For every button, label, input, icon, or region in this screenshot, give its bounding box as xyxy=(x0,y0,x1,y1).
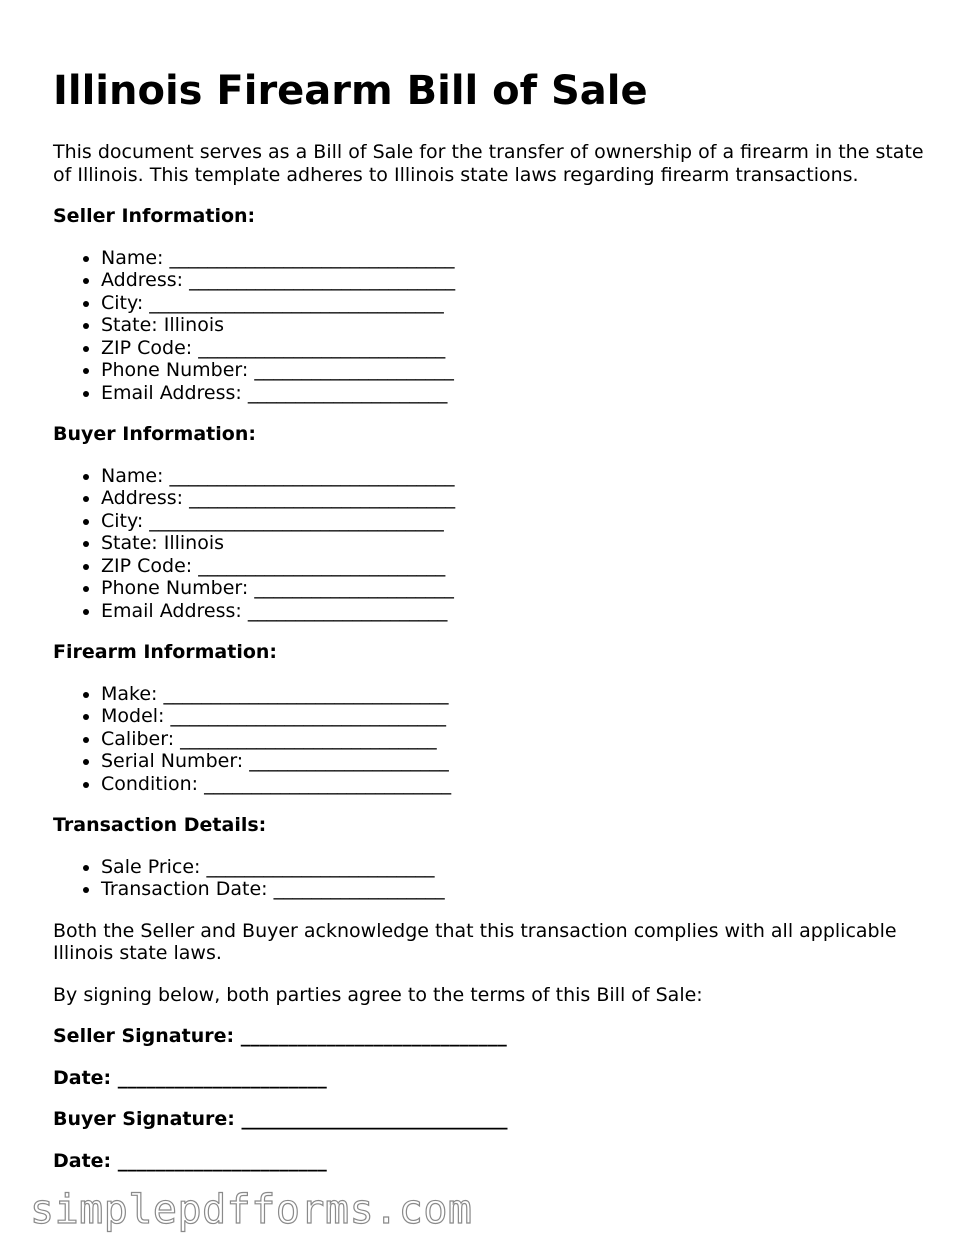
seller-date-line: Date: ______________________ xyxy=(53,1066,327,1089)
seller-signature-line: Seller Signature: ____________________________ xyxy=(53,1025,507,1047)
transaction-heading: Transaction Details: xyxy=(53,814,267,836)
document-page xyxy=(53,66,933,1172)
buyer-zip-field: • ZIP Code: __________________________ xyxy=(101,555,933,578)
firearm-caliber-field: • Caliber: ___________________________ xyxy=(101,728,933,751)
transaction-date-field: • Transaction Date: __________________ xyxy=(101,878,933,901)
firearm-serial-field: • Serial Number: _____________________ xyxy=(101,750,933,773)
buyer-state-field: • State: Illinois xyxy=(101,532,933,555)
intro-paragraph: This document serves as a Bill of Sale for the transfer of ownership of a firearm in the state of Illinois. This template adheres to Illinois state laws regarding firearm transactions. xyxy=(53,141,924,186)
firearm-model-field: • Model: _____________________________ xyxy=(101,705,933,728)
transaction-list xyxy=(53,856,933,901)
buyer-list xyxy=(53,465,933,623)
firearm-make-field: • Make: ______________________________ xyxy=(101,683,933,706)
acknowledgment-paragraph: Both the Seller and Buyer acknowledge that this transaction complies with all applicable Illinois state laws. xyxy=(53,919,897,964)
buyer-heading: Buyer Information: xyxy=(53,423,256,445)
buyer-signature-line: Buyer Signature: ____________________________ xyxy=(53,1108,508,1130)
watermark: simplepdfforms.com xyxy=(30,1187,473,1233)
seller-list xyxy=(53,247,933,405)
firearm-condition-field: • Condition: __________________________ xyxy=(101,773,933,796)
sale-price-field: • Sale Price: ________________________ xyxy=(101,856,933,879)
buyer-phone-field: • Phone Number: _____________________ xyxy=(101,577,933,600)
seller-name-field: • Name: ______________________________ xyxy=(101,247,933,270)
seller-zip-field: • ZIP Code: __________________________ xyxy=(101,337,933,360)
seller-city-field: • City: _______________________________ xyxy=(101,292,933,315)
seller-state-field: • State: Illinois xyxy=(101,314,933,337)
buyer-city-field: • City: _______________________________ xyxy=(101,510,933,533)
buyer-email-field: • Email Address: _____________________ xyxy=(101,600,933,623)
firearm-list xyxy=(53,683,933,796)
page-title: Illinois Firearm Bill of Sale xyxy=(53,68,648,114)
seller-heading: Seller Information: xyxy=(53,205,256,227)
agreement-paragraph: By signing below, both parties agree to the terms of this Bill of Sale: xyxy=(53,983,703,1006)
seller-email-field: • Email Address: _____________________ xyxy=(101,382,933,405)
firearm-heading: Firearm Information: xyxy=(53,641,278,663)
buyer-address-field: • Address: ____________________________ xyxy=(101,487,933,510)
buyer-name-field: • Name: ______________________________ xyxy=(101,465,933,488)
seller-address-field: • Address: ____________________________ xyxy=(101,269,933,292)
seller-phone-field: • Phone Number: _____________________ xyxy=(101,359,933,382)
buyer-date-line: Date: ______________________ xyxy=(53,1149,327,1172)
